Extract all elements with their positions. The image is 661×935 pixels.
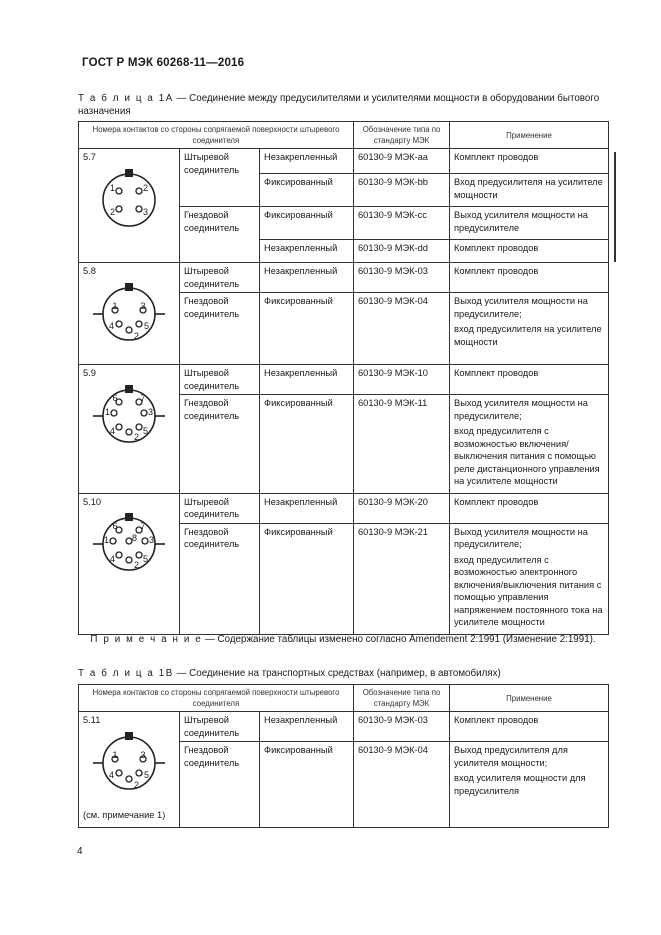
application-cell <box>450 207 609 240</box>
connector-number: 5.7 <box>83 152 96 162</box>
connector-number: 5.8 <box>83 266 96 276</box>
connector-pin <box>136 321 142 327</box>
application-text: Комплект проводов <box>454 368 539 378</box>
table-1b-caption: Т а б л и ц а 1В — Соединение на транспортных средствах (например, в автомобилях) <box>78 668 501 679</box>
type-designation-cell: 60130-9 МЭК-11 <box>354 395 450 494</box>
connector-pin <box>126 327 132 333</box>
table-1b <box>78 684 609 828</box>
connector-pin <box>142 538 148 544</box>
type-designation-cell: 60130-9 МЭК-20 <box>354 493 450 523</box>
type-designation-cell: 60130-9 МЭК-10 <box>354 365 450 395</box>
revision-bar <box>614 152 616 262</box>
connector-pin <box>136 770 142 776</box>
type-designation-cell: 60130-9 МЭК-03 <box>354 712 450 742</box>
connector-key <box>125 385 133 393</box>
type-designation-cell: 60130-9 МЭК-dd <box>354 240 450 263</box>
pin-number-label: 4 <box>108 320 114 331</box>
connector-pinout-diagram <box>83 380 175 452</box>
table-row <box>79 712 609 742</box>
pin-number-label: 6 <box>112 521 118 531</box>
column-header-type: Обозначение типа по стандарту МЭК <box>354 685 450 712</box>
pin-number-label: 2 <box>143 182 149 193</box>
connector-pinout-diagram <box>83 508 175 580</box>
application-text: Выход усилителя мощности на предусилителе; <box>454 398 588 421</box>
pin-number-label: 2 <box>134 779 140 790</box>
pin-number-label: 6 <box>112 392 118 403</box>
mounting-cell: Фиксированный <box>260 395 354 494</box>
mounting-cell: Фиксированный <box>260 523 354 634</box>
mounting-cell: Фиксированный <box>260 207 354 240</box>
pin-number-label: 2 <box>134 560 140 570</box>
table-row <box>79 263 609 293</box>
application-text: Комплект проводов <box>454 152 539 162</box>
application-cell <box>450 493 609 523</box>
pin-number-label: 1 <box>109 182 115 193</box>
connector-pin <box>141 410 147 416</box>
mounting-cell: Фиксированный <box>260 742 354 828</box>
table-row <box>79 493 609 523</box>
application-text: Комплект проводов <box>454 266 539 276</box>
pin-number-label: 3 <box>149 535 155 545</box>
connector-pin <box>116 424 122 430</box>
application-cell <box>450 240 609 263</box>
mounting-cell: Фиксированный <box>260 174 354 207</box>
contact-diagram-cell <box>79 263 180 365</box>
application-text: Выход предусилителя для усилителя мощности; <box>454 745 568 768</box>
type-designation-cell: 60130-9 МЭК-04 <box>354 742 450 828</box>
table-1a-note: П р и м е ч а н и е — Содержание таблицы изменено согласно Amendement 2:1991 (Изменение 2:1991). <box>90 634 596 645</box>
table-row <box>79 149 609 174</box>
table-1a-caption: Т а б л и ц а 1А — Соединение между предусилителями и усилителями мощности в оборудовании бытового назначения <box>78 93 600 117</box>
pin-number-label: 3 <box>140 300 146 311</box>
document-header: ГОСТ Р МЭК 60268-11—2016 <box>82 57 245 69</box>
column-header-contacts: Номера контактов со стороны сопрягаемой поверхности штыревого соединителя <box>79 122 354 149</box>
application-text: Выход усилителя мощности на предусилителе <box>454 210 588 233</box>
pin-number-label: 5 <box>143 425 149 436</box>
type-designation-cell: 60130-9 МЭК-04 <box>354 293 450 365</box>
type-designation-cell: 60130-9 МЭК-21 <box>354 523 450 634</box>
connector-key <box>125 169 133 177</box>
mounting-cell: Незакрепленный <box>260 263 354 293</box>
connector-pin <box>111 410 117 416</box>
type-designation-cell: 60130-9 МЭК-03 <box>354 263 450 293</box>
connector-pin <box>110 538 116 544</box>
application-cell <box>450 263 609 293</box>
connector-kind-cell: Гнездовой соединитель <box>180 742 260 828</box>
connector-kind-cell: Штыревой соединитель <box>180 493 260 523</box>
connector-kind-cell: Гнездовой соединитель <box>180 395 260 494</box>
connector-kind-cell: Штыревой соединитель <box>180 712 260 742</box>
mounting-cell: Незакрепленный <box>260 240 354 263</box>
application-text: Выход усилителя мощности на предусилителе; <box>454 526 588 549</box>
column-header-type: Обозначение типа по стандарту МЭК <box>354 122 450 149</box>
connector-key <box>125 283 133 291</box>
connector-number: 5.10 <box>83 496 102 507</box>
connector-pinout-diagram <box>83 278 175 350</box>
table-1a <box>78 121 609 635</box>
connector-body <box>103 174 155 226</box>
pin-number-label: 1 <box>103 535 109 545</box>
type-designation-cell: 60130-9 МЭК-cc <box>354 207 450 240</box>
type-designation-cell: 60130-9 МЭК-bb <box>354 174 450 207</box>
connector-pin <box>116 206 122 212</box>
pin-number-label: 5 <box>144 320 150 331</box>
connector-pin <box>126 429 132 435</box>
application-cell <box>450 712 609 742</box>
pin-number-label: 4 <box>108 769 114 780</box>
mounting-cell: Незакрепленный <box>260 493 354 523</box>
connector-pin <box>136 552 142 558</box>
application-cell <box>450 365 609 395</box>
application-text: Комплект проводов <box>454 715 539 725</box>
connector-pinout-diagram <box>83 727 175 799</box>
pin-number-label: 3 <box>140 749 146 760</box>
connector-pinout-diagram <box>83 164 175 236</box>
connector-key <box>125 513 133 521</box>
connector-pin <box>116 552 122 558</box>
application-cell <box>450 395 609 494</box>
application-cell <box>450 523 609 634</box>
column-header-contacts: Номера контактов со стороны сопрягаемой поверхности штыревого соединителя <box>79 685 354 712</box>
page-number: 4 <box>77 846 83 857</box>
mounting-cell: Незакрепленный <box>260 712 354 742</box>
application-cell <box>450 149 609 174</box>
pin-number-label: 7 <box>140 521 146 531</box>
application-text: Комплект проводов <box>454 243 539 253</box>
pin-number-label: 8 <box>132 533 138 543</box>
connector-kind-cell: Гнездовой соединитель <box>180 523 260 634</box>
contact-diagram-cell <box>79 149 180 263</box>
connector-pin <box>126 557 132 563</box>
connector-kind-cell: Штыревой соединитель <box>180 263 260 293</box>
pin-number-label: 1 <box>104 406 110 417</box>
pin-number-label: 1 <box>112 749 118 760</box>
type-designation-cell: 60130-9 МЭК-аа <box>354 149 450 174</box>
application-text: вход усилителя мощности для предусилителя <box>454 773 586 796</box>
mounting-cell: Незакрепленный <box>260 365 354 395</box>
pin-number-label: 2 <box>109 206 115 217</box>
pin-number-label: 5 <box>143 554 149 564</box>
connector-pin <box>116 321 122 327</box>
connector-pin <box>126 776 132 782</box>
table-header-row <box>79 122 609 149</box>
connector-number: 5.9 <box>83 368 96 378</box>
diagram-footnote: (см. примечание 1) <box>83 809 166 820</box>
application-text: Выход усилителя мощности на предусилителе; <box>454 296 588 319</box>
contact-diagram-cell <box>79 365 180 494</box>
application-text: Комплект проводов <box>454 496 539 507</box>
connector-body <box>103 737 155 789</box>
pin-number-label: 2 <box>134 330 140 341</box>
application-text: вход предусилителя с возможностью электронного включения/выключения питания с помощью управления напряжением постоянного тока на усилителе мощности <box>454 554 603 627</box>
application-text: вход предусилителя на усилителе мощности <box>454 324 602 347</box>
connector-body <box>103 288 155 340</box>
connector-key <box>125 732 133 740</box>
connector-pin <box>136 206 142 212</box>
application-cell <box>450 293 609 365</box>
pin-number-label: 4 <box>109 425 115 436</box>
connector-kind-cell: Гнездовой соединитель <box>180 293 260 365</box>
connector-number: 5.11 <box>83 715 101 725</box>
mounting-cell: Фиксированный <box>260 293 354 365</box>
connector-pin <box>136 188 142 194</box>
application-text: Вход предусилителя на усилителе мощности <box>454 177 603 200</box>
pin-number-label: 3 <box>143 206 149 217</box>
connector-kind-cell: Гнездовой соединитель <box>180 207 260 263</box>
table-row <box>79 365 609 395</box>
column-header-use: Применение <box>450 685 609 712</box>
pin-number-label: 3 <box>148 406 154 417</box>
connector-pin <box>136 424 142 430</box>
connector-pin <box>116 770 122 776</box>
contact-diagram-cell <box>79 712 180 828</box>
pin-number-label: 7 <box>140 392 146 403</box>
connector-kind-cell: Штыревой соединитель <box>180 149 260 207</box>
table-header-row <box>79 685 609 712</box>
application-text: вход предусилителя с возможностью включения/выключения питания с помощью реле дистанционного управления на усилителе мощности <box>454 426 600 486</box>
application-cell <box>450 742 609 828</box>
contact-diagram-cell <box>79 493 180 634</box>
mounting-cell: Незакрепленный <box>260 149 354 174</box>
application-cell <box>450 174 609 207</box>
pin-number-label: 5 <box>144 769 150 780</box>
column-header-use: Применение <box>450 122 609 149</box>
pin-number-label: 1 <box>112 300 118 311</box>
connector-kind-cell: Штыревой соединитель <box>180 365 260 395</box>
pin-number-label: 2 <box>134 431 140 442</box>
pin-number-label: 4 <box>109 554 115 564</box>
connector-pin <box>116 188 122 194</box>
